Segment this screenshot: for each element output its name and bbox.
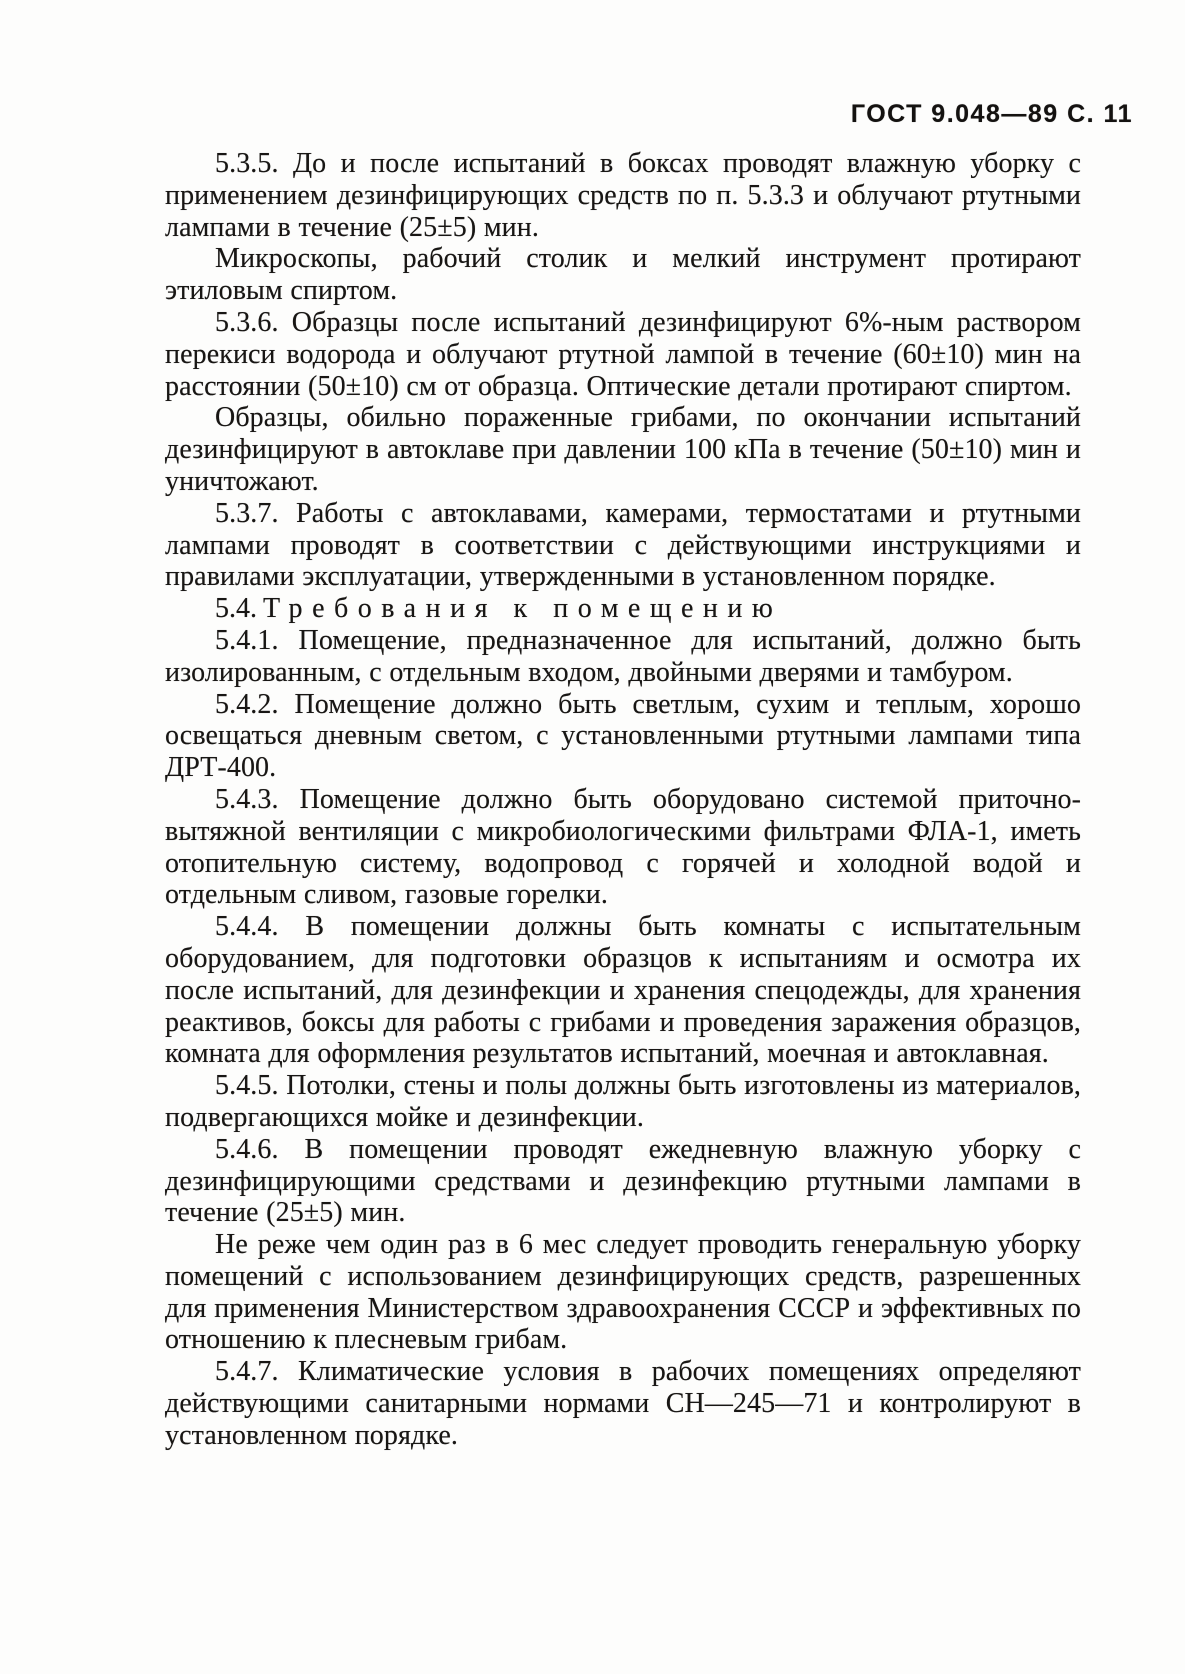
section-heading-5-4 [165,593,1081,625]
paragraph-5-4-1: 5.4.1. Помещение, предназначенное для испытаний, должно быть изолированным, с отдельным входом, двойными дверями и тамбуром. [165,624,1081,688]
section-heading-title: Требования к помещению [263,593,783,625]
paragraph-5-3-7: 5.3.7. Работы с автоклавами, камерами, термостатами и ртутными лампами проводят в соответствии с действующими инструкциями и правилами эксплуатации, утвержденными в установленном порядке. [165,497,1081,593]
paragraph-5-4-3: 5.4.3. Помещение должно быть оборудовано системой приточно-вытяжной вентиляции с микробиологическими фильтрами ФЛА-1, иметь отопительную систему, водопровод с горячей и холодной водой и отдельным сливом, газовые горелки. [165,783,1081,911]
paragraph-5-4-6-continuation: Не реже чем один раз в 6 мес следует проводить генеральную уборку помещений с использованием дезинфицирующих средств, разрешенных для применения Министерством здравоохранения СССР и эффективных по отношению к плесневым грибам. [165,1229,1081,1356]
page-header-standard-ref: ГОСТ 9.048—89 С. 11 [850,100,1133,128]
paragraph-5-4-5: 5.4.5. Потолки, стены и полы должны быть изготовлены из материалов, подвергающихся мойке и дезинфекции. [165,1070,1081,1133]
section-heading-number: 5.4. [215,593,257,625]
paragraph-5-3-6-continuation: Образцы, обильно пораженные грибами, по окончании испытаний дезинфицируют в автоклаве при давлении 100 кПа в течение (50±10) мин и уничтожают. [165,402,1081,497]
paragraph-5-3-5-continuation: Микроскопы, рабочий столик и мелкий инструмент протирают этиловым спиртом. [165,243,1081,307]
paragraph-5-3-6: 5.3.6. Образцы после испытаний дезинфицируют 6%-ным раствором перекиси водорода и облучают ртутной лампой в течение (60±10) мин на расстоянии (50±10) см от образца. Оптические детали протирают спиртом. [165,306,1081,402]
paragraph-5-4-4: 5.4.4. В помещении должны быть комнаты с испытательным оборудованием, для подготовки образцов к испытаниям и осмотра их после испытаний, для дезинфекции и хранения спецодежды, для хранения реактивов, боксы для работы с грибами и проведения заражения образцов, комната для оформления результатов испытаний, моечная и автоклавная. [165,911,1081,1070]
paragraph-5-4-7: 5.4.7. Климатические условия в рабочих помещениях определяют действующими санитарными нормами СН—245—71 и контролируют в установленном порядке. [165,1356,1081,1451]
paragraph-5-4-2: 5.4.2. Помещение должно быть светлым, сухим и теплым, хорошо освещаться дневным светом, с установленными ртутными лампами типа ДРТ-400. [165,688,1081,784]
paragraph-5-3-5: 5.3.5. До и после испытаний в боксах проводят влажную уборку с применением дезинфицирующих средств по п. 5.3.3 и облучают ртутными лампами в течение (25±5) мин. [165,148,1081,243]
document-body [165,148,1081,1452]
paragraph-5-4-6: 5.4.6. В помещении проводят ежедневную влажную уборку с дезинфицирующими средствами и дезинфекцию ртутными лампами в течение (25±5) мин. [165,1133,1081,1229]
